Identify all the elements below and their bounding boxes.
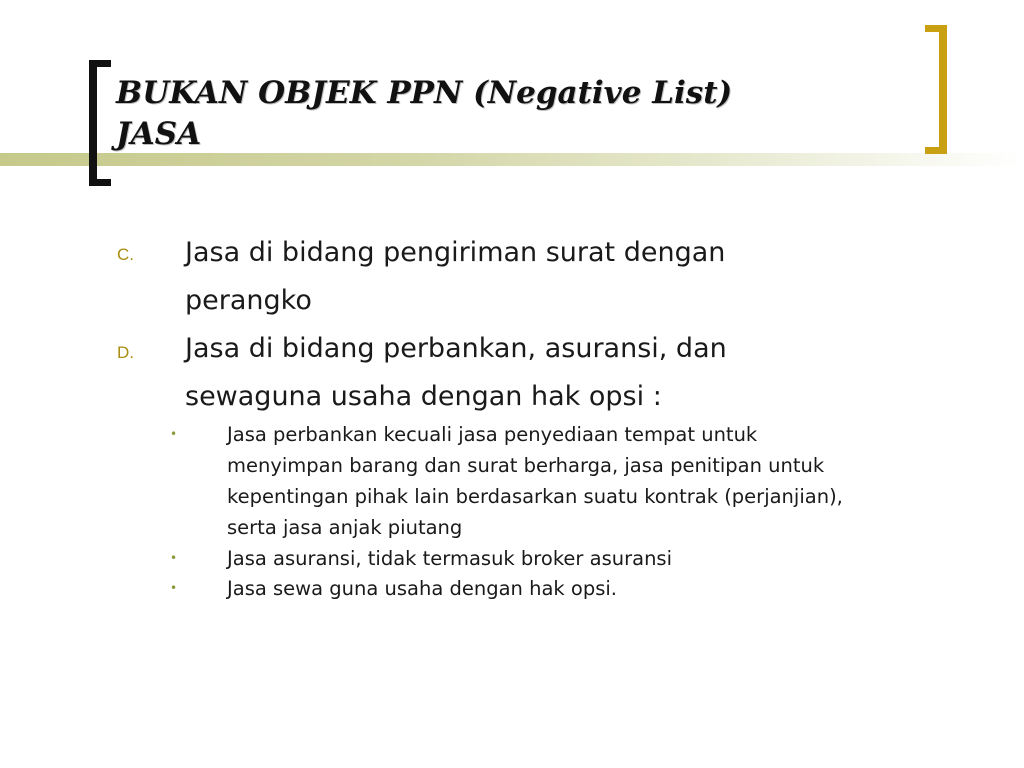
list-item-line-2: sewaguna usaha dengan hak opsi : <box>185 381 662 412</box>
bullet-icon: • <box>170 551 178 565</box>
slide-title <box>116 73 906 155</box>
slide-title-line-2: JASA <box>116 116 202 152</box>
right-bracket-icon <box>925 25 947 154</box>
sub-list-line: kepentingan pihak lain berdasarkan suatu kontrak (perjanjian), <box>227 485 843 508</box>
list-item-text <box>185 325 885 421</box>
list-item-line-2: perangko <box>185 285 312 316</box>
sub-list-line: menyimpan barang dan surat berharga, jasa penitipan untuk <box>227 454 825 477</box>
sub-list-line: serta jasa anjak piutang <box>227 516 463 539</box>
sub-list-item-text <box>227 543 967 574</box>
list-item-line-1: Jasa di bidang perbankan, asuransi, dan <box>185 333 727 364</box>
list-marker: D. <box>117 343 134 362</box>
bullet-icon: • <box>170 581 178 595</box>
list-item-text <box>185 229 885 325</box>
sub-list-item-text <box>227 573 967 604</box>
left-bracket-icon <box>89 60 111 186</box>
sub-list-line: Jasa asuransi, tidak termasuk broker asuransi <box>227 547 673 570</box>
sub-list-line: Jasa sewa guna usaha dengan hak opsi. <box>227 577 617 600</box>
list-item-line-1: Jasa di bidang pengiriman surat dengan <box>185 237 726 268</box>
sub-list-item-text <box>227 419 967 543</box>
bullet-icon: • <box>170 427 178 441</box>
list-marker: C. <box>117 245 134 264</box>
slide-title-line-1: BUKAN OBJEK PPN (Negative List) <box>116 75 733 111</box>
sub-list-line: Jasa perbankan kecuali jasa penyediaan tempat untuk <box>227 423 758 446</box>
